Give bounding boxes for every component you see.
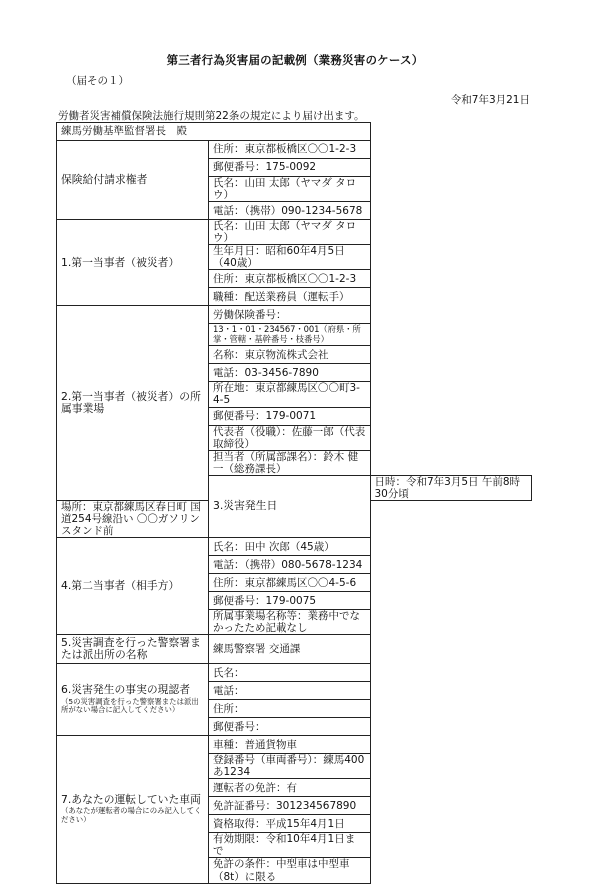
witness-postal: 郵便番号： <box>209 718 371 736</box>
party2-postal: 郵便番号：179-0075 <box>209 592 371 610</box>
workplace-postal: 郵便番号：179-0071 <box>209 407 371 425</box>
claimant-label: 保険給付請求権者 <box>57 141 209 220</box>
party2-address: 住所：東京都練馬区〇〇4-5-6 <box>209 574 371 592</box>
party1-name: 氏名：山田 太郎（ヤマダ タロウ） <box>209 220 371 245</box>
workplace-phone: 電話：03-3456-7890 <box>209 364 371 382</box>
vehicle-valid-until: 有効期限：令和10年4月1日まで <box>209 833 371 858</box>
party1-label: 1.第一当事者（被災者） <box>57 220 209 306</box>
police-value: 練馬警察署 交通課 <box>209 635 371 664</box>
party2-label: 4.第二当事者（相手方） <box>57 538 209 635</box>
witness-note: （5の災害調査を行った警察署または派出所がない場合に記入してください） <box>61 696 199 715</box>
workplace-representative: 代表者（役職）：佐藤一郎（代表取締役） <box>209 425 371 450</box>
vehicle-conditions: 免許の条件：中型車は中型車（8t）に限る <box>209 858 371 883</box>
vehicle-type: 車種：普通貨物車 <box>209 736 371 754</box>
vehicle-license-no: 免許証番号：301234567890 <box>209 797 371 815</box>
party2-workplace: 所属事業場名称等：業務中でなかったため記載なし <box>209 610 371 635</box>
party1-job: 職種：配送業務員（運転手） <box>209 288 371 306</box>
addressee-row <box>57 123 532 141</box>
vehicle-acquired: 資格取得：平成15年4月1日 <box>209 815 371 833</box>
vehicle-label: 7.あなたの運転していた車両 （あなたが運転者の場合にのみ記入してください） <box>57 736 209 883</box>
witness-label: 6.災害発生の事実の現認者 （5の災害調査を行った警察署または派出所がない場合に記入してください） <box>57 664 209 736</box>
party2-name: 氏名：田中 次郎（45歳） <box>209 538 371 556</box>
workplace-contact: 担当者（所属部課名）：鈴木 健一（総務課長） <box>209 450 371 475</box>
form-number: （届その１） <box>66 75 129 87</box>
vehicle-registration: 登録番号（車両番号）：練馬400あ1234 <box>209 754 371 779</box>
workplace-name: 名称：東京物流株式会社 <box>209 346 371 364</box>
addressee: 練馬労働基準監督署長 殿 <box>57 123 371 141</box>
claimant-phone: 電話：（携帯）090-1234-5678 <box>209 202 371 220</box>
workplace-insurance-no: 13・1・01・234567・001（府県・所掌・管轄・基幹番号・枝番号） <box>209 324 371 346</box>
claimant-postal: 郵便番号：175-0092 <box>209 159 371 177</box>
intro-statement: 労働者災害補償保険法施行規則第22条の規定により届け出ます。 <box>58 110 365 122</box>
witness-name: 氏名： <box>209 664 371 682</box>
party1-birth: 生年月日：昭和60年4月5日（40歳） <box>209 245 371 270</box>
witness-phone: 電話： <box>209 682 371 700</box>
notification-form-table <box>56 122 532 884</box>
accident-label: 3.災害発生日 <box>209 475 371 537</box>
party1-address: 住所：東京都板橋区〇〇1-2-3 <box>209 270 371 288</box>
accident-place: 場所：東京都練馬区春日町 国道254号線沿い 〇〇ガソリンスタンド前 <box>57 500 209 537</box>
workplace-address: 所在地：東京都練馬区〇〇町3-4-5 <box>209 382 371 407</box>
claimant-name: 氏名：山田 太郎（ヤマダ タロウ） <box>209 177 371 202</box>
workplace-insurance-no-label: 労働保険番号： <box>209 306 371 324</box>
workplace-label: 2.第一当事者（被災者）の所属事業場 <box>57 306 209 501</box>
accident-datetime: 日時：令和7年3月5日 午前8時30分頃 <box>370 475 532 500</box>
document-title: 第三者行為災害届の記載例（業務災害のケース） <box>166 53 424 67</box>
witness-address: 住所： <box>209 700 371 718</box>
vehicle-note: （あなたが運転者の場合にのみ記入してください） <box>61 806 202 825</box>
vehicle-driver-license: 運転者の免許：有 <box>209 779 371 797</box>
claimant-address: 住所：東京都板橋区〇〇1-2-3 <box>209 141 371 159</box>
party2-phone: 電話：（携帯）080-5678-1234 <box>209 556 371 574</box>
submission-date: 令和7年3月21日 <box>450 94 530 106</box>
police-label: 5.災害調査を行った警察署または派出所の名称 <box>57 635 209 664</box>
